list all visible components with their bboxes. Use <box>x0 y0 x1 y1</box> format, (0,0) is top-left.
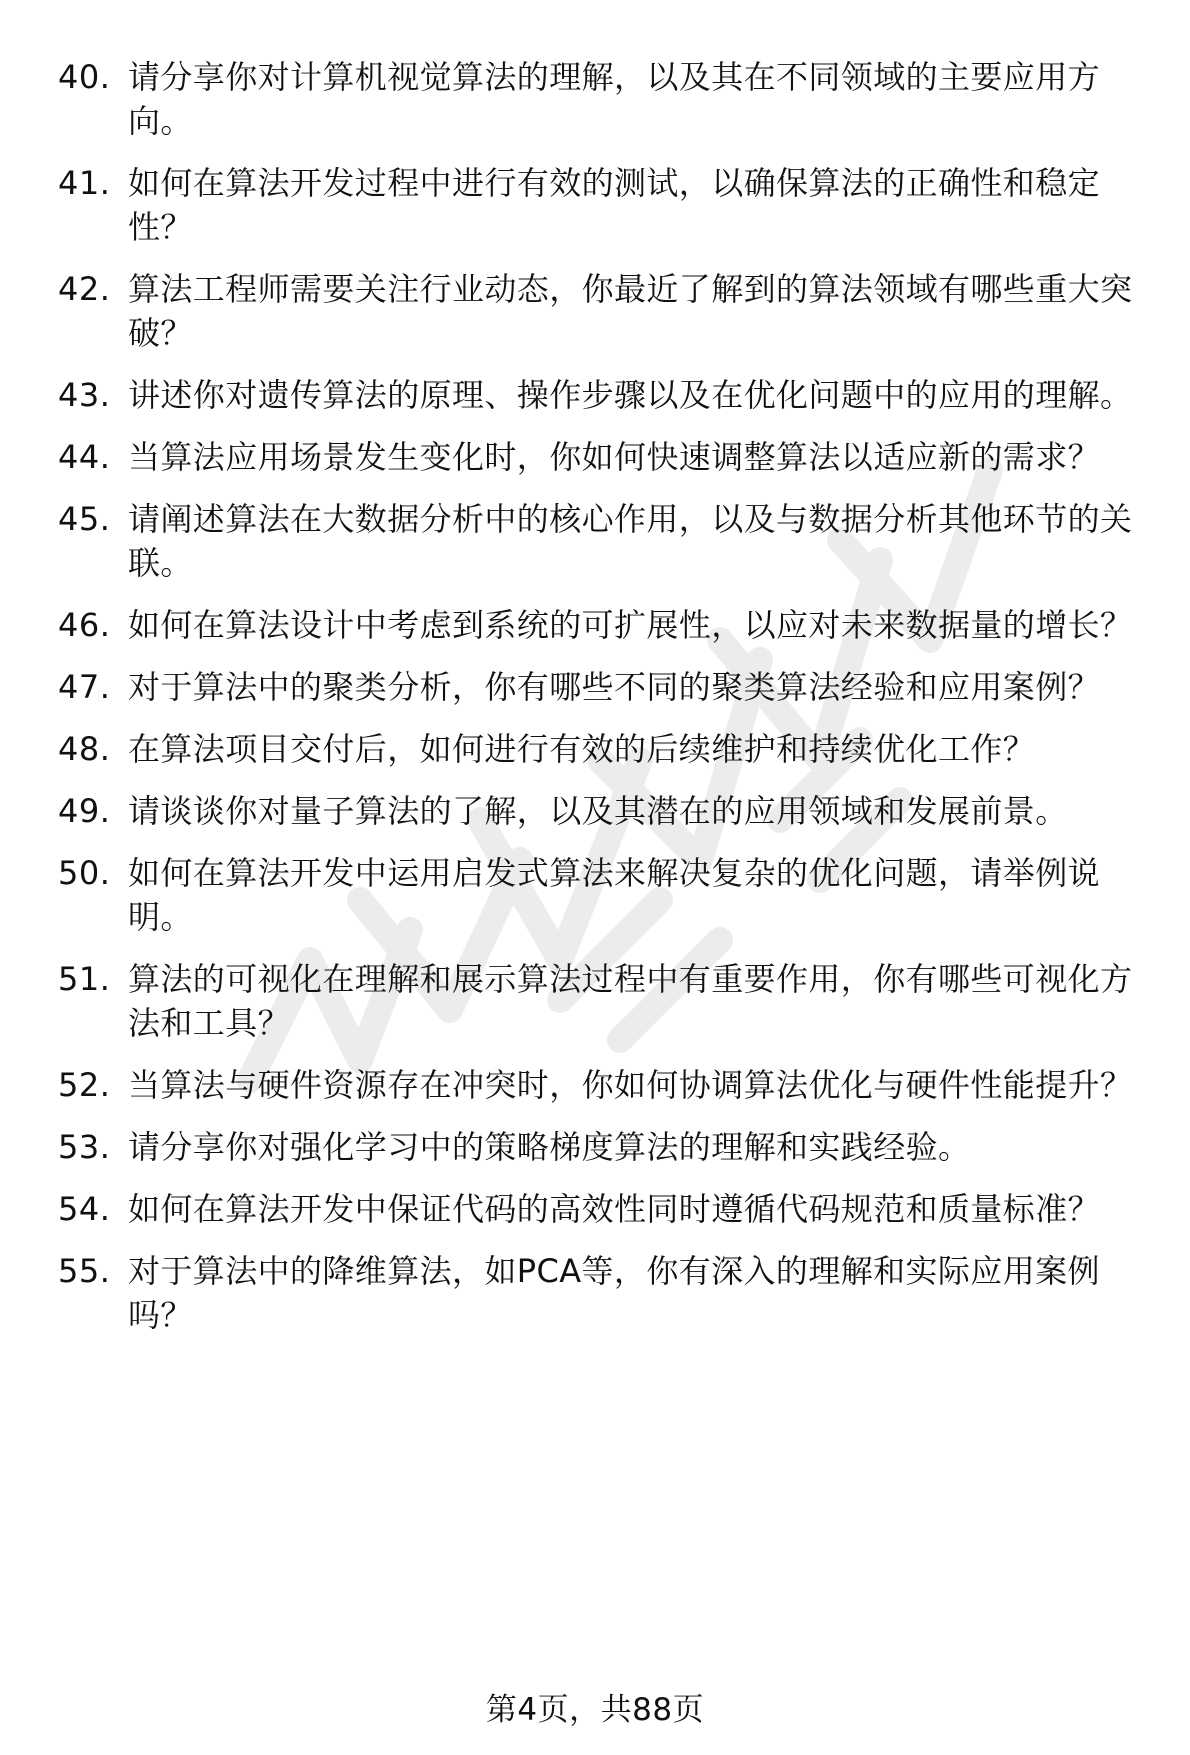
question-number: 47. <box>58 668 111 706</box>
question-item <box>0 665 1190 709</box>
question-number: 51. <box>58 960 111 998</box>
question-number: 42. <box>58 270 111 308</box>
question-item <box>0 1063 1190 1107</box>
question-item <box>0 789 1190 833</box>
question-number: 44. <box>58 438 111 476</box>
question-text: 请谈谈你对量子算法的了解，以及其潜在的应用领域和发展前景。 <box>128 792 1068 830</box>
question-number: 48. <box>58 730 111 768</box>
question-item <box>0 435 1190 479</box>
question-item <box>0 55 1190 143</box>
question-item <box>0 603 1190 647</box>
question-number: 40. <box>58 58 111 96</box>
question-item <box>0 497 1190 585</box>
page-number-label: 第4页，共88页 <box>485 1692 705 1728</box>
question-text: 对于算法中的降维算法，如PCA等，你有深入的理解和实际应用案例吗？ <box>128 1252 1100 1334</box>
question-item <box>0 161 1190 249</box>
question-text: 当算法应用场景发生变化时，你如何快速调整算法以适应新的需求？ <box>128 438 1101 476</box>
question-item <box>0 1125 1190 1169</box>
question-text: 请分享你对强化学习中的策略梯度算法的理解和实践经验。 <box>128 1128 971 1166</box>
question-text: 当算法与硬件资源存在冲突时，你如何协调算法优化与硬件性能提升？ <box>128 1066 1133 1104</box>
question-number: 52. <box>58 1066 111 1104</box>
question-item <box>0 373 1190 417</box>
question-text: 对于算法中的聚类分析，你有哪些不同的聚类算法经验和应用案例？ <box>128 668 1101 706</box>
question-text: 算法的可视化在理解和展示算法过程中有重要作用，你有哪些可视化方法和工具？ <box>128 960 1133 1042</box>
question-list <box>0 55 1190 1355</box>
question-text: 请分享你对计算机视觉算法的理解，以及其在不同领域的主要应用方向。 <box>128 58 1101 140</box>
question-item <box>0 727 1190 771</box>
question-item <box>0 957 1190 1045</box>
question-text: 如何在算法开发过程中进行有效的测试，以确保算法的正确性和稳定性？ <box>128 164 1101 246</box>
question-item <box>0 1249 1190 1337</box>
question-text: 请阐述算法在大数据分析中的核心作用，以及与数据分析其他环节的关联。 <box>128 500 1133 582</box>
question-text: 如何在算法开发中保证代码的高效性同时遵循代码规范和质量标准？ <box>128 1190 1101 1228</box>
question-text: 在算法项目交付后，如何进行有效的后续维护和持续优化工作？ <box>128 730 1036 768</box>
question-text: 讲述你对遗传算法的原理、操作步骤以及在优化问题中的应用的理解。 <box>128 376 1133 414</box>
question-text: 如何在算法开发中运用启发式算法来解决复杂的优化问题，请举例说明。 <box>128 854 1101 936</box>
question-number: 45. <box>58 500 111 538</box>
question-item <box>0 1187 1190 1231</box>
question-number: 43. <box>58 376 111 414</box>
question-number: 53. <box>58 1128 111 1166</box>
question-number: 50. <box>58 854 111 892</box>
question-number: 46. <box>58 606 111 644</box>
question-text: 算法工程师需要关注行业动态，你最近了解到的算法领域有哪些重大突破？ <box>128 270 1133 352</box>
question-text: 如何在算法设计中考虑到系统的可扩展性，以应对未来数据量的增长？ <box>128 606 1133 644</box>
question-number: 49. <box>58 792 111 830</box>
question-item <box>0 851 1190 939</box>
question-item <box>0 267 1190 355</box>
question-number: 55. <box>58 1252 111 1290</box>
question-number: 41. <box>58 164 111 202</box>
question-number: 54. <box>58 1190 111 1228</box>
page-footer <box>0 1690 1190 1730</box>
